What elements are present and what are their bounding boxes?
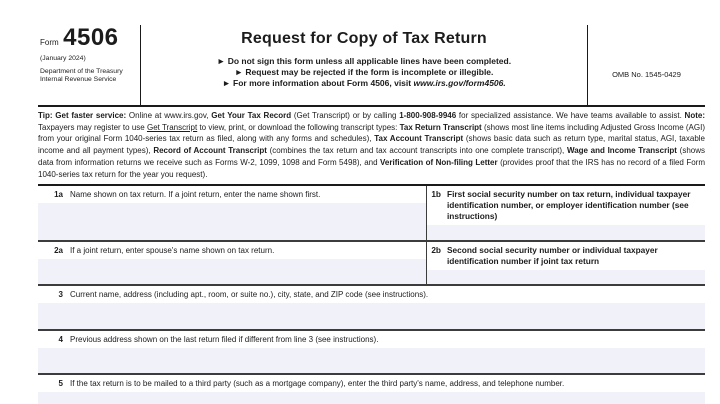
line-3-label: Current name, address (including apt., room, or suite no.), city, state, and ZIP code (see instructions). [70, 290, 429, 300]
agency-name [40, 68, 140, 84]
form-word-label: Form [40, 38, 59, 47]
line-1a-number: 1a [54, 190, 63, 200]
line-1b-number: 1b [431, 189, 441, 200]
bullet-2-text: Request may be rejected if the form is incomplete or illegible. [245, 67, 494, 77]
line-5-number: 5 [58, 379, 63, 389]
line-5-label: If the tax return is to be mailed to a third party (such as a mortgage company), enter the third party's name, address, and telephone number. [70, 379, 565, 389]
pointer-icon: ► [222, 78, 231, 88]
tip-segment: Record of Account Transcript [153, 146, 270, 156]
line-5-cell [38, 375, 705, 404]
bullet-3-text: For more information about Form 4506, visit [233, 78, 414, 88]
line-1a-input[interactable] [38, 203, 426, 240]
tip-segment: (provides proof that the IRS has no record of a filed Form 1040-series tax return for the year you request). [38, 157, 705, 179]
title-block [141, 25, 588, 105]
tip-segment: 1-800-908-9946 [399, 111, 459, 120]
line-1b-label: First social security number on tax return, individual taxpayer identification number, or employer identification number (see instructions) [447, 189, 691, 221]
line-1a-cell [38, 186, 427, 240]
line-5-row [38, 375, 705, 404]
line-4-label: Previous address shown on the last return filed if different from line 3 (see instructions). [70, 335, 379, 345]
tip-segment: Tip: Get faster service: [38, 111, 129, 120]
form-number-block [38, 25, 141, 105]
instruction-bullet-1 [141, 56, 587, 67]
pointer-icon: ► [234, 67, 244, 77]
line-3-input[interactable] [38, 303, 705, 329]
tip-paragraph [38, 107, 705, 186]
agency-line-1: Department of the Treasury [40, 68, 123, 75]
tip-segment: (shows data from information returns we receive such as Forms W-2, 1099, 1098 and Form 5498), and [38, 146, 706, 167]
line-2b-input[interactable] [427, 270, 705, 284]
tip-segment: Tax Return Transcript [399, 122, 484, 132]
line-1-row [38, 186, 705, 242]
line-4-row [38, 331, 705, 375]
form-number: 4506 [63, 24, 119, 51]
form-header [38, 25, 705, 107]
line-3-number: 3 [58, 290, 63, 300]
get-transcript-link: Get Transcript [146, 122, 198, 132]
tip-segment: Online at www.irs.gov, [128, 111, 212, 120]
pointer-icon: ► [216, 56, 226, 66]
revision-date: (January 2024) [40, 55, 86, 62]
line-1a-label: Name shown on tax return. If a joint return, enter the name shown first. [70, 190, 321, 200]
tip-segment: Taxpayers may register to use [38, 122, 147, 132]
irs-form-url: www.irs.gov/form4506. [413, 78, 506, 88]
instruction-bullet-3 [141, 78, 587, 89]
line-1b-cell [427, 186, 705, 240]
form-title: Request for Copy of Tax Return [241, 30, 487, 47]
tip-segment: Note: [684, 111, 705, 120]
line-2a-cell [38, 242, 427, 284]
tip-segment: Verification of Non-filing Letter [380, 157, 501, 167]
line-2a-label: If a joint return, enter spouse's name shown on tax return. [70, 246, 275, 256]
line-2a-number: 2a [54, 246, 63, 256]
line-3-row [38, 286, 705, 331]
line-4-input[interactable] [38, 348, 705, 373]
line-2b-label: Second social security number or individual taxpayer identification number if joint tax return [447, 245, 658, 267]
tip-segment: to view, print, or download the following transcript types: [197, 122, 400, 132]
line-2b-number: 2b [431, 245, 441, 256]
line-5-input[interactable] [38, 392, 705, 404]
tip-segment: (shows most line items including Adjusted Gross Income (AGI) from your original Form 1040-series tax return as filed, along with any forms and schedules), [38, 122, 705, 144]
line-1b-input[interactable] [427, 225, 705, 241]
line-2a-input[interactable] [38, 259, 426, 284]
tip-segment: Tax Account Transcript [374, 134, 466, 144]
tip-segment: for specialized assistance. We have teams available to assist. [458, 111, 685, 120]
line-2b-cell [427, 242, 705, 284]
bullet-1-text: Do not sign this form unless all applicable lines have been completed. [227, 56, 512, 66]
line-3-cell [38, 286, 705, 329]
omb-number: OMB No. 1545-0429 [612, 69, 681, 79]
line-4-number: 4 [58, 335, 63, 345]
form-4506-document [38, 25, 705, 404]
tip-segment: (Get Transcript) or by calling [293, 111, 400, 120]
tip-segment: Wage and Income Transcript [566, 146, 680, 156]
instruction-bullet-2 [141, 67, 587, 78]
line-4-cell [38, 331, 705, 373]
tip-segment: (shows basic data such as return type, marital status, AGI, taxable income and all payment types), [38, 134, 705, 156]
agency-line-2: Internal Revenue Service [40, 76, 117, 84]
tip-segment: (combines the tax return and tax account transcripts into one complete transcript), [269, 146, 567, 156]
tip-segment: Get Your Tax Record [211, 111, 294, 120]
line-2-row [38, 242, 705, 286]
